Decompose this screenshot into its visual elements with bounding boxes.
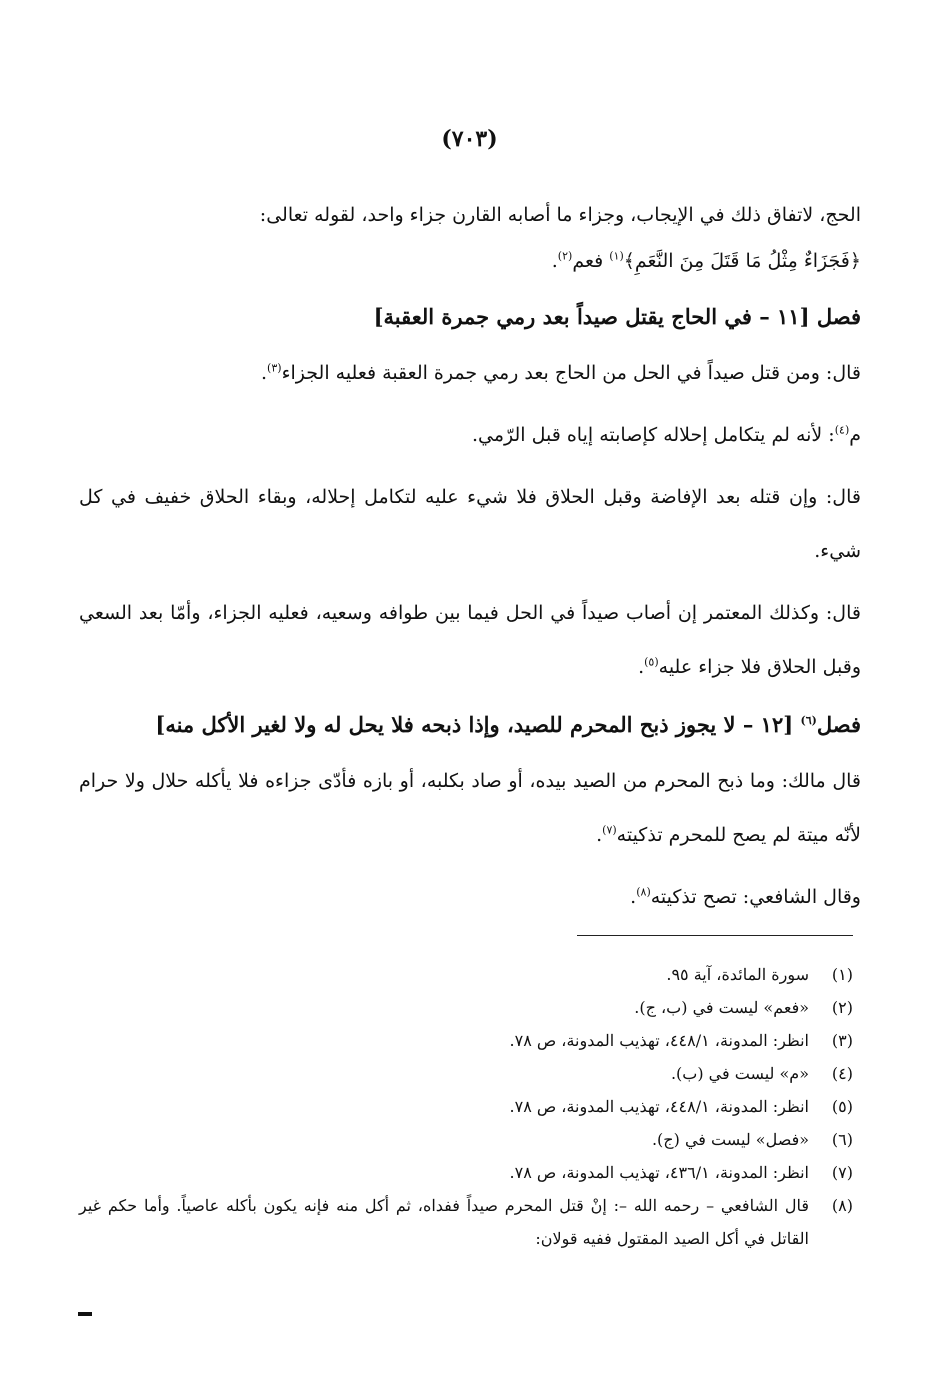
section-heading-11: فصل [١١ – في الحاج يقتل صيداً بعد رمي جمرة العقبة]: [373, 304, 861, 329]
paragraph-text: قال: وكذلك المعتمر إن أصاب صيداً في الحل فيما بين طوافه وسعيه، فعليه الجزاء، وأمّا بعد السعي وقبل الحلاق فلا جزاء عليه: [79, 602, 861, 678]
footnote-ref-6: (٦): [800, 714, 817, 727]
opening-word: فعم: [572, 250, 610, 272]
footnote-text: سورة المائدة، آية ٩٥.: [666, 965, 809, 984]
paragraph-malik: [79, 754, 861, 862]
footnote-item: [79, 1189, 853, 1255]
footnote-text: «م» ليست في (ب).: [670, 1064, 809, 1083]
footnote-number: (٥): [831, 1097, 853, 1116]
paragraph-text: وقال الشافعي: تصح تذكيته: [650, 886, 861, 908]
footnote-number: (٦): [831, 1130, 853, 1149]
footnotes-list: [79, 958, 853, 1255]
paragraph-end: .: [261, 362, 268, 384]
opening-paragraph: [79, 192, 861, 284]
mim-letter: م: [849, 424, 861, 446]
page-number: (٧٠٣): [441, 126, 498, 152]
main-text: [79, 192, 861, 932]
opening-text: الحج، لاتفاق ذلك في الإيجاب، وجزاء ما أصابه القارن جزاء واحد، لقوله تعالى:: [259, 204, 861, 226]
footnote-ref-5: (٥): [644, 655, 659, 669]
footnote-ref-3: (٣): [267, 361, 282, 375]
page-corner-mark: [78, 1312, 92, 1316]
footnote-number: (٤): [831, 1064, 853, 1083]
paragraph-text: : لأنه لم يتكامل إحلاله كإصابته إياه قبل الرّمي.: [471, 424, 835, 446]
footnote-ref-2: (٢): [557, 249, 573, 263]
footnote-item: [79, 1123, 853, 1156]
footnote-number: (٢): [831, 998, 853, 1017]
footnote-number: (١): [831, 965, 853, 984]
footnote-text: انظر: المدونة، ٤٣٦/١، تهذيب المدونة، ص ٧٨.: [509, 1163, 809, 1182]
footnote-text: انظر: المدونة، ٤٤٨/١، تهذيب المدونة، ص ٧٨.: [509, 1031, 809, 1050]
footnote-ref-8: (٨): [636, 885, 651, 899]
footnote-text: «فصل» ليست في (ج).: [651, 1130, 809, 1149]
footnote-text: قال الشافعي – رحمه الله –: إنْ قتل المحرم صيداً ففداه، ثم أكل منه فإنه يكون بأكله عاصياً. وأما حكم غير القاتل في أكل الصيد المقتول ففيه قولان:: [79, 1196, 809, 1248]
paragraph-end: .: [630, 886, 637, 908]
heading-text: [١٢ – لا يجوز ذبح المحرم للصيد، وإذا ذبحه فلا يحل له ولا لغير الأكل منه]: [155, 712, 801, 737]
paragraph-qal-2: قال: وإن قتله بعد الإفاضة وقبل الحلاق فلا شيء عليه لتكامل إحلاله، وبقاء الحلاق خفيف في كل شيء.: [79, 486, 861, 562]
footnote-number: (٣): [831, 1031, 853, 1050]
footnote-ref-7: (٧): [602, 823, 617, 837]
footnote-ref-1: (١): [609, 249, 624, 263]
paragraph-qal-1: [79, 346, 861, 400]
footnote-item: [79, 1090, 853, 1123]
paragraph-end: .: [596, 824, 603, 846]
paragraph-mim: [79, 408, 861, 462]
footnote-number: (٨): [831, 1196, 853, 1215]
footnote-text: انظر: المدونة، ٤٤٨/١، تهذيب المدونة، ص ٧٨.: [509, 1097, 809, 1116]
paragraph-qal-3: [79, 586, 861, 694]
footnote-text: «فعم» ليست في (ب، ج).: [634, 998, 809, 1017]
paragraph-shafii: [79, 870, 861, 924]
footnote-item: [79, 1024, 853, 1057]
footnote-ref-4: (٤): [834, 423, 850, 437]
paragraph-end: .: [638, 656, 645, 678]
opening-end: .: [551, 250, 558, 272]
paragraph-text: قال: ومن قتل صيداً في الحل من الحاج بعد رمي جمرة العقبة فعليه الجزاء: [281, 362, 861, 384]
footnote-item: [79, 958, 853, 991]
section-heading-12: [79, 702, 861, 748]
footnote-item: [79, 1057, 853, 1090]
quran-verse: ﴿فَجَزَاءٌ مِثْلُ مَا قَتَلَ مِنَ النَّعَمِ﴾: [623, 250, 861, 272]
heading-word: فصل: [816, 712, 861, 737]
footnote-number: (٧): [831, 1163, 853, 1182]
footnote-item: [79, 991, 853, 1024]
footnote-item: [79, 1156, 853, 1189]
footnote-divider: [577, 935, 853, 936]
paragraph-text: قال مالك: وما ذبح المحرم من الصيد بيده، أو صاد بكلبه، أو بازه فأدّى جزاءه فلا يأكله حلال ولا حرام لأنّه ميتة لم يصح للمحرم تذكيته: [79, 770, 861, 846]
